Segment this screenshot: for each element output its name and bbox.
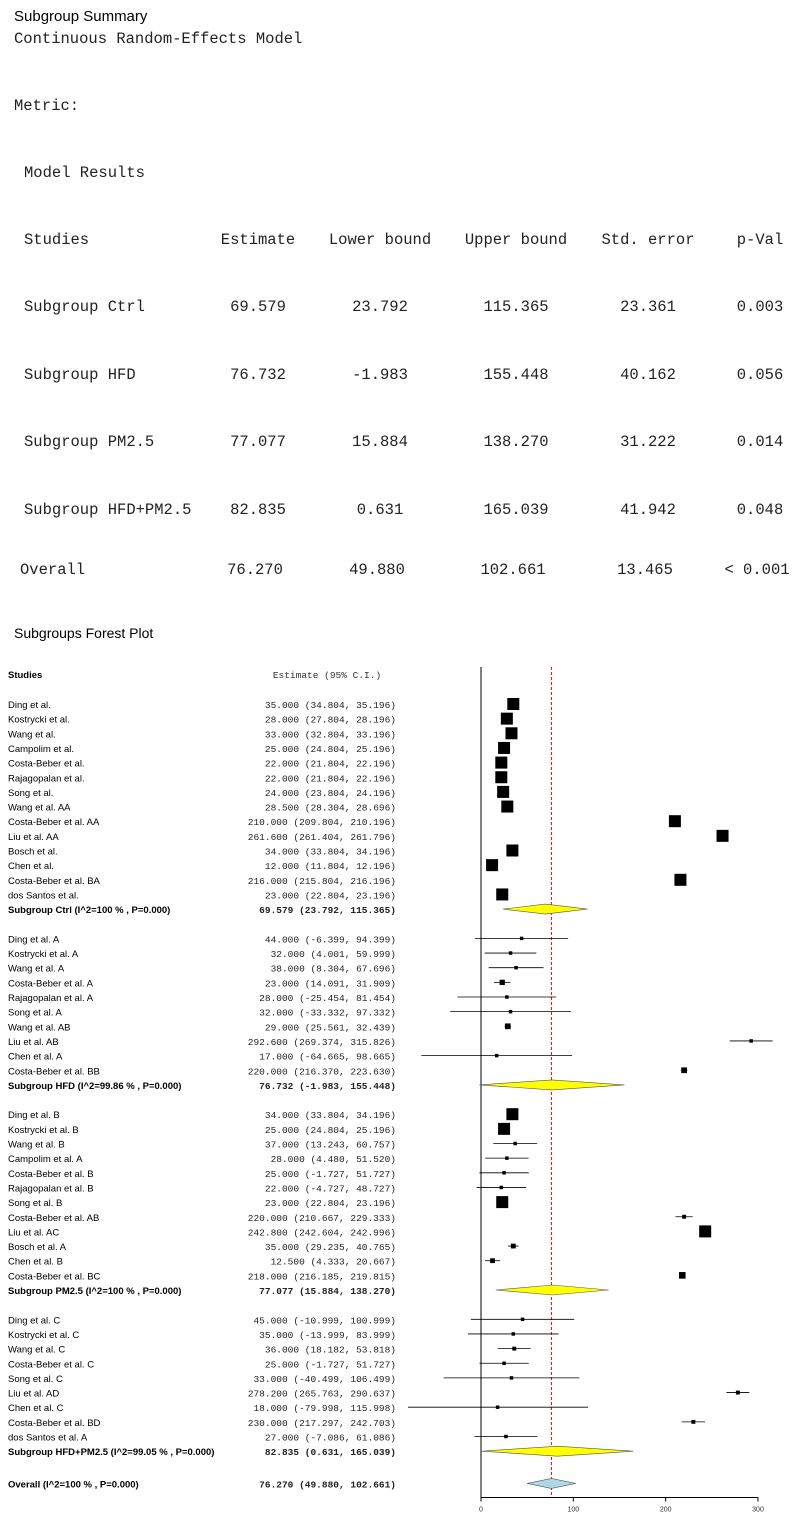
header-std-error: Std. error [601,231,695,249]
metric-label: Metric: [14,97,80,115]
result-upper-bound: 155.448 [483,365,549,384]
study-name: Costa-Beber et al. C [8,1359,95,1371]
study-marker [500,1186,503,1189]
study-marker [500,980,505,985]
study-marker [498,1123,510,1135]
forest-header-studies: Studies [8,670,43,681]
study-marker [496,1405,499,1408]
result-std-error: 31.222 [620,433,676,451]
study-estimate-ci: 33.000 (-40.499, 106.499) [253,1373,396,1385]
overall-diamond [527,1478,576,1488]
subgroup-diamond [479,1080,624,1090]
study-marker [682,1215,686,1219]
study-marker [717,830,729,842]
study-name: Ding et al. A [8,934,60,946]
study-estimate-ci: 17.000 (-64.665, 98.665) [259,1051,396,1063]
study-estimate-ci: 261.600 (261.404, 261.796) [247,831,396,843]
result-studies: Subgroup HFD [24,365,136,384]
x-tick-label: 300 [752,1506,764,1514]
overall-name: Overall (I^2=100 % , P=0.000) [8,1479,139,1491]
study-marker [512,1332,515,1335]
study-marker [513,1142,516,1145]
study-marker [502,1362,505,1365]
study-name: Liu et al. AB [8,1036,59,1048]
study-name: Costa-Beber et al. BC [8,1271,101,1283]
study-name: Song et al. [8,787,54,799]
study-marker [505,1156,508,1159]
study-marker [501,801,513,813]
study-estimate-ci: 32.000 (4.001, 59.999) [270,949,396,961]
overall-lower-bound: 49.880 [349,561,405,579]
study-estimate-ci: 25.000 (-1.727, 51.727) [264,1168,396,1180]
study-marker [505,1023,511,1029]
study-name: Wang et al. A [8,963,65,975]
result-std-error: 41.942 [620,500,676,519]
study-name: Wang et al. AB [8,1022,71,1034]
study-name: Song et al. C [8,1373,63,1385]
study-marker [514,966,517,969]
study-marker [520,937,523,940]
study-name: Liu et al. AA [8,831,59,843]
header-lower-bound: Lower bound [328,231,432,249]
study-marker [699,1225,711,1237]
result-estimate: 69.579 [230,298,286,316]
study-name: Wang et al. AA [8,802,71,814]
page-title: Subgroup Summary [14,8,148,25]
study-name: Costa-Beber et al. [8,758,85,770]
result-p-val: 0.048 [736,500,784,519]
result-estimate: 77.077 [230,433,286,451]
study-name: Chen et al. C [8,1403,64,1415]
study-name: dos Santos et al. [8,890,79,902]
result-p-val: 0.056 [736,365,784,384]
study-name: Wang et al. C [8,1344,66,1356]
study-name: Bosch et al. [8,846,58,858]
result-p-val: 0.003 [736,298,784,316]
result-lower-bound: -1.983 [352,365,408,384]
study-name: Kostrycki et al. A [8,949,79,961]
study-estimate-ci: 32.000 (-33.332, 97.332) [259,1007,396,1019]
study-estimate-ci: 35.000 (34.804, 35.196) [264,700,396,711]
study-name: Liu et al. AD [8,1388,60,1400]
study-name: Ding et al. C [8,1315,61,1327]
study-name: Chen et al. B [8,1256,63,1268]
result-std-error: 23.361 [620,298,676,316]
study-name: Rajagopalan et al. [8,773,85,785]
study-estimate-ci: 242.800 (242.604, 242.996) [247,1227,396,1239]
study-name: Kostrycki et al. C [8,1329,80,1341]
study-marker [506,845,518,857]
study-name: Kostrycki et al. B [8,1124,79,1136]
study-estimate-ci: 25.000 (24.804, 25.196) [264,743,396,755]
overall-studies: Overall [20,561,86,579]
study-marker [511,1244,516,1249]
study-estimate-ci: 38.000 (8.304, 67.696) [270,963,396,975]
summary-estimate-ci: 69.579 (23.792, 115.365) [259,905,396,917]
summary-estimate-ci: 82.835 (0.631, 165.039) [264,1447,396,1459]
header-p-val: p-Val [736,231,784,249]
study-marker [669,815,681,827]
study-marker [496,888,508,900]
study-marker [490,1258,495,1263]
study-estimate-ci: 18.000 (-79.998, 115.998) [253,1403,396,1415]
study-name: Chen et al. [8,861,54,873]
model-results-title: Model Results [24,164,145,182]
study-estimate-ci: 23.000 (14.091, 31.909) [264,978,396,990]
study-estimate-ci: 220.000 (210.667, 229.333) [247,1212,396,1224]
model-name: Continuous Random-Effects Model [14,30,303,48]
result-lower-bound: 15.884 [352,433,408,451]
study-estimate-ci: 24.000 (23.804, 24.196) [264,787,396,799]
study-estimate-ci: 220.000 (216.370, 223.630) [247,1066,396,1078]
result-upper-bound: 138.270 [483,433,549,451]
study-estimate-ci: 12.500 (4.333, 20.667) [270,1256,396,1268]
study-name: dos Santos et al. A [8,1432,88,1444]
study-marker [736,1391,740,1395]
result-upper-bound: 115.365 [483,298,549,316]
study-marker [504,1435,507,1438]
study-estimate-ci: 45.000 (-10.999, 100.999) [253,1315,396,1327]
header-studies: Studies [24,231,90,249]
study-estimate-ci: 28.000 (-25.454, 81.454) [259,993,396,1004]
study-name: Song et al. B [8,1198,63,1210]
study-marker [681,1067,687,1073]
study-marker [691,1420,695,1424]
study-name: Costa-Beber et al. B [8,1168,94,1180]
study-marker [509,1010,512,1013]
study-marker [496,1196,508,1208]
study-estimate-ci: 27.000 (-7.086, 61.086) [264,1432,396,1444]
forest-plot-title: Subgroups Forest Plot [14,625,154,641]
subgroup-diamond [496,1285,609,1295]
study-marker [510,1376,513,1379]
study-name: Wang et al. [8,729,56,741]
study-estimate-ci: 22.000 (21.804, 22.196) [264,758,396,770]
study-marker [495,1054,498,1057]
study-marker [495,771,507,783]
study-estimate-ci: 28.500 (28.304, 28.696) [264,802,396,814]
study-estimate-ci: 34.000 (33.804, 34.196) [264,846,396,858]
study-marker [498,742,510,754]
study-marker [501,713,513,725]
study-marker [497,786,509,798]
study-marker [495,757,507,769]
study-estimate-ci: 230.000 (217.297, 242.703) [247,1417,396,1429]
overall-estimate-ci: 76.270 (49.880, 102.661) [259,1479,396,1491]
study-estimate-ci: 34.000 (33.804, 34.196) [264,1110,396,1122]
study-name: Costa-Beber et al. A [8,978,94,990]
study-name: Campolim et al. [8,743,74,755]
study-name: Ding et al. B [8,1110,60,1122]
study-marker [674,874,686,886]
study-marker [679,1272,686,1279]
study-name: Costa-Beber et al. BB [8,1066,100,1078]
study-estimate-ci: 35.000 (29.235, 40.765) [264,1242,396,1254]
study-name: Rajagopalan et al. B [8,1183,94,1195]
study-estimate-ci: 28.000 (27.804, 28.196) [264,714,396,726]
study-name: Costa-Beber et al. BA [8,875,100,887]
result-estimate: 76.732 [230,365,286,384]
result-estimate: 82.835 [230,500,286,519]
study-estimate-ci: 22.000 (-4.727, 48.727) [264,1183,396,1195]
result-studies: Subgroup PM2.5 [24,433,155,451]
study-estimate-ci: 22.000 (21.804, 22.196) [264,773,396,785]
summary-name: Subgroup HFD (I^2=99.86 % , P=0.000) [8,1080,182,1092]
subgroup-diamond [482,1446,634,1456]
study-marker [506,1108,518,1120]
study-name: Ding et al. [8,700,51,711]
study-estimate-ci: 23.000 (22.804, 23.196) [264,1198,396,1210]
study-estimate-ci: 35.000 (-13.999, 83.999) [259,1329,396,1341]
study-marker [507,698,519,710]
study-name: Song et al. A [8,1007,62,1019]
study-marker [502,1171,505,1174]
subgroup-diamond [503,904,588,914]
summary-estimate-ci: 76.732 (-1.983, 155.448) [259,1080,396,1092]
summary-name: Subgroup Ctrl (I^2=100 % , P=0.000) [8,905,171,917]
x-tick-label: 200 [659,1506,672,1514]
study-estimate-ci: 218.000 (216.185, 219.815) [247,1271,396,1283]
result-upper-bound: 165.039 [483,500,549,519]
result-p-val: 0.014 [736,433,784,451]
study-estimate-ci: 292.600 (269.374, 315.826) [247,1036,396,1048]
header-upper-bound: Upper bound [464,231,568,249]
study-marker [512,1347,516,1351]
x-tick-label: 0 [479,1506,483,1514]
study-name: Costa-Beber et al. AA [8,817,100,829]
study-estimate-ci: 12.000 (11.804, 12.196) [264,861,396,873]
study-name: Wang et al. B [8,1139,65,1151]
study-name: Kostrycki et al. [8,714,70,726]
study-marker [505,727,517,739]
study-estimate-ci: 278.200 (265.763, 290.637) [247,1388,396,1400]
study-estimate-ci: 37.000 (13.243, 60.757) [264,1139,396,1151]
study-estimate-ci: 33.000 (32.804, 33.196) [264,729,396,741]
study-estimate-ci: 44.000 (-6.399, 94.399) [264,934,396,946]
study-marker [486,859,498,871]
overall-estimate: 76.270 [227,561,283,579]
forest-header-estimate: Estimate (95% C.I.) [272,670,382,681]
result-studies: Subgroup Ctrl [24,298,145,316]
overall-p-val: < 0.001 [724,561,790,579]
summary-name: Subgroup PM2.5 (I^2=100 % , P=0.000) [8,1286,182,1297]
study-estimate-ci: 216.000 (215.804, 216.196) [247,875,396,887]
study-estimate-ci: 23.000 (22.804, 23.196) [264,890,396,902]
study-name: Costa-Beber et al. BD [8,1417,101,1429]
study-name: Costa-Beber et al. AB [8,1212,100,1224]
study-estimate-ci: 25.000 (24.804, 25.196) [264,1124,396,1136]
study-name: Rajagopalan et al. A [8,993,94,1004]
x-tick-label: 100 [567,1506,580,1514]
study-name: Campolim et al. A [8,1154,83,1166]
result-studies: Subgroup HFD+PM2.5 [24,500,192,519]
result-lower-bound: 0.631 [356,500,404,519]
summary-name: Subgroup HFD+PM2.5 (I^2=99.05 % , P=0.000) [8,1447,215,1459]
result-std-error: 40.162 [620,365,676,384]
header-estimate: Estimate [220,231,296,249]
study-estimate-ci: 36.000 (18.182, 53.818) [264,1344,396,1356]
study-name: Chen et al. A [8,1051,63,1063]
study-estimate-ci: 210.000 (209.804, 210.196) [247,817,396,829]
study-name: Bosch et al. A [8,1242,67,1254]
study-marker [509,951,512,954]
study-estimate-ci: 25.000 (-1.727, 51.727) [264,1359,396,1371]
result-lower-bound: 23.792 [352,298,408,316]
study-marker [749,1039,752,1042]
study-marker [521,1318,524,1321]
overall-std-error: 13.465 [617,561,673,579]
summary-estimate-ci: 77.077 (15.884, 138.270) [259,1286,396,1297]
study-name: Liu et al. AC [8,1227,60,1239]
overall-upper-bound: 102.661 [480,561,546,579]
study-marker [505,995,508,998]
study-estimate-ci: 28.000 (4.480, 51.520) [270,1154,396,1166]
study-estimate-ci: 29.000 (25.561, 32.439) [264,1022,396,1034]
